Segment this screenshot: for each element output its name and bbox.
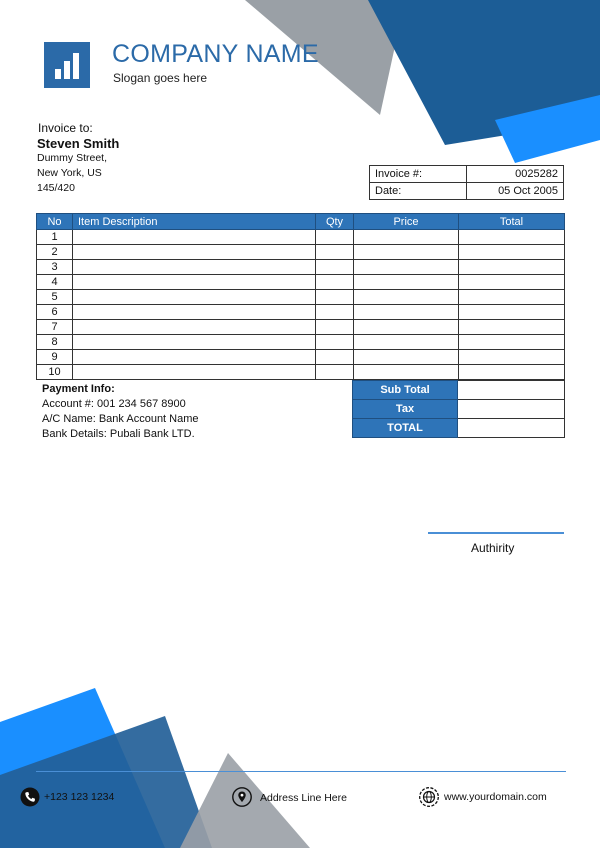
column-header-total: Total [459,214,565,230]
client-address-line: Dummy Street, [37,152,108,164]
payment-bank-details: Bank Details: Pubali Bank LTD. [42,428,195,440]
bar-chart-logo-icon [55,69,61,79]
column-header-price: Price [354,214,459,230]
row-number: 2 [37,245,73,260]
table-row [37,245,565,260]
row-number: 5 [37,290,73,305]
signature-label: Authirity [471,541,515,555]
table-row [37,275,565,290]
client-name: Steven Smith [37,136,120,151]
payment-info-title: Payment Info: [42,383,115,395]
globe-icon [419,787,439,807]
tax-value [458,400,565,419]
row-number: 8 [37,335,73,350]
table-row [37,320,565,335]
row-number: 9 [37,350,73,365]
footer-phone: +123 123 1234 [44,791,115,803]
row-number: 6 [37,305,73,320]
tax-label: Tax [353,400,458,419]
column-header-qty: Qty [316,214,354,230]
total-value [458,419,565,438]
table-row [37,260,565,275]
row-number: 7 [37,320,73,335]
invoice-number-label: Invoice #: [370,166,467,183]
payment-info [42,382,199,442]
footer-website[interactable]: www.yourdomain.com [444,791,547,803]
table-row [37,335,565,350]
company-slogan: Slogan goes here [113,71,208,85]
row-number: 10 [37,365,73,380]
row-number: 4 [37,275,73,290]
location-pin-icon [232,787,252,807]
footer-divider [36,771,566,772]
totals-table [352,380,565,438]
table-row [37,350,565,365]
payment-account-name: A/C Name: Bank Account Name [42,413,199,425]
invoice-date-label: Date: [370,183,467,200]
items-table-header [37,214,565,230]
sub-total-value [458,381,565,400]
column-header-no: No [37,214,73,230]
table-row [37,305,565,320]
row-number: 3 [37,260,73,275]
logo [44,42,90,88]
table-row [37,365,565,380]
company-name: COMPANY NAME [112,40,319,68]
invoice-date: 05 Oct 2005 [467,183,564,200]
phone-icon [20,787,40,807]
column-header-description: Item Description [73,214,316,230]
items-table [36,213,565,380]
row-number: 1 [37,230,73,245]
table-row [37,290,565,305]
sub-total-label: Sub Total [353,381,458,400]
client-address-line: 145/420 [37,182,75,194]
client-address-line: New York, US [37,167,102,179]
invoice-to-label: Invoice to: [38,121,93,135]
payment-account-number: Account #: 001 234 567 8900 [42,398,186,410]
invoice-number: 0025282 [467,166,564,183]
signature-line [428,532,564,534]
footer-address: Address Line Here [260,792,347,804]
invoice-meta-table [369,165,564,200]
table-row [37,230,565,245]
total-label: TOTAL [353,419,458,438]
